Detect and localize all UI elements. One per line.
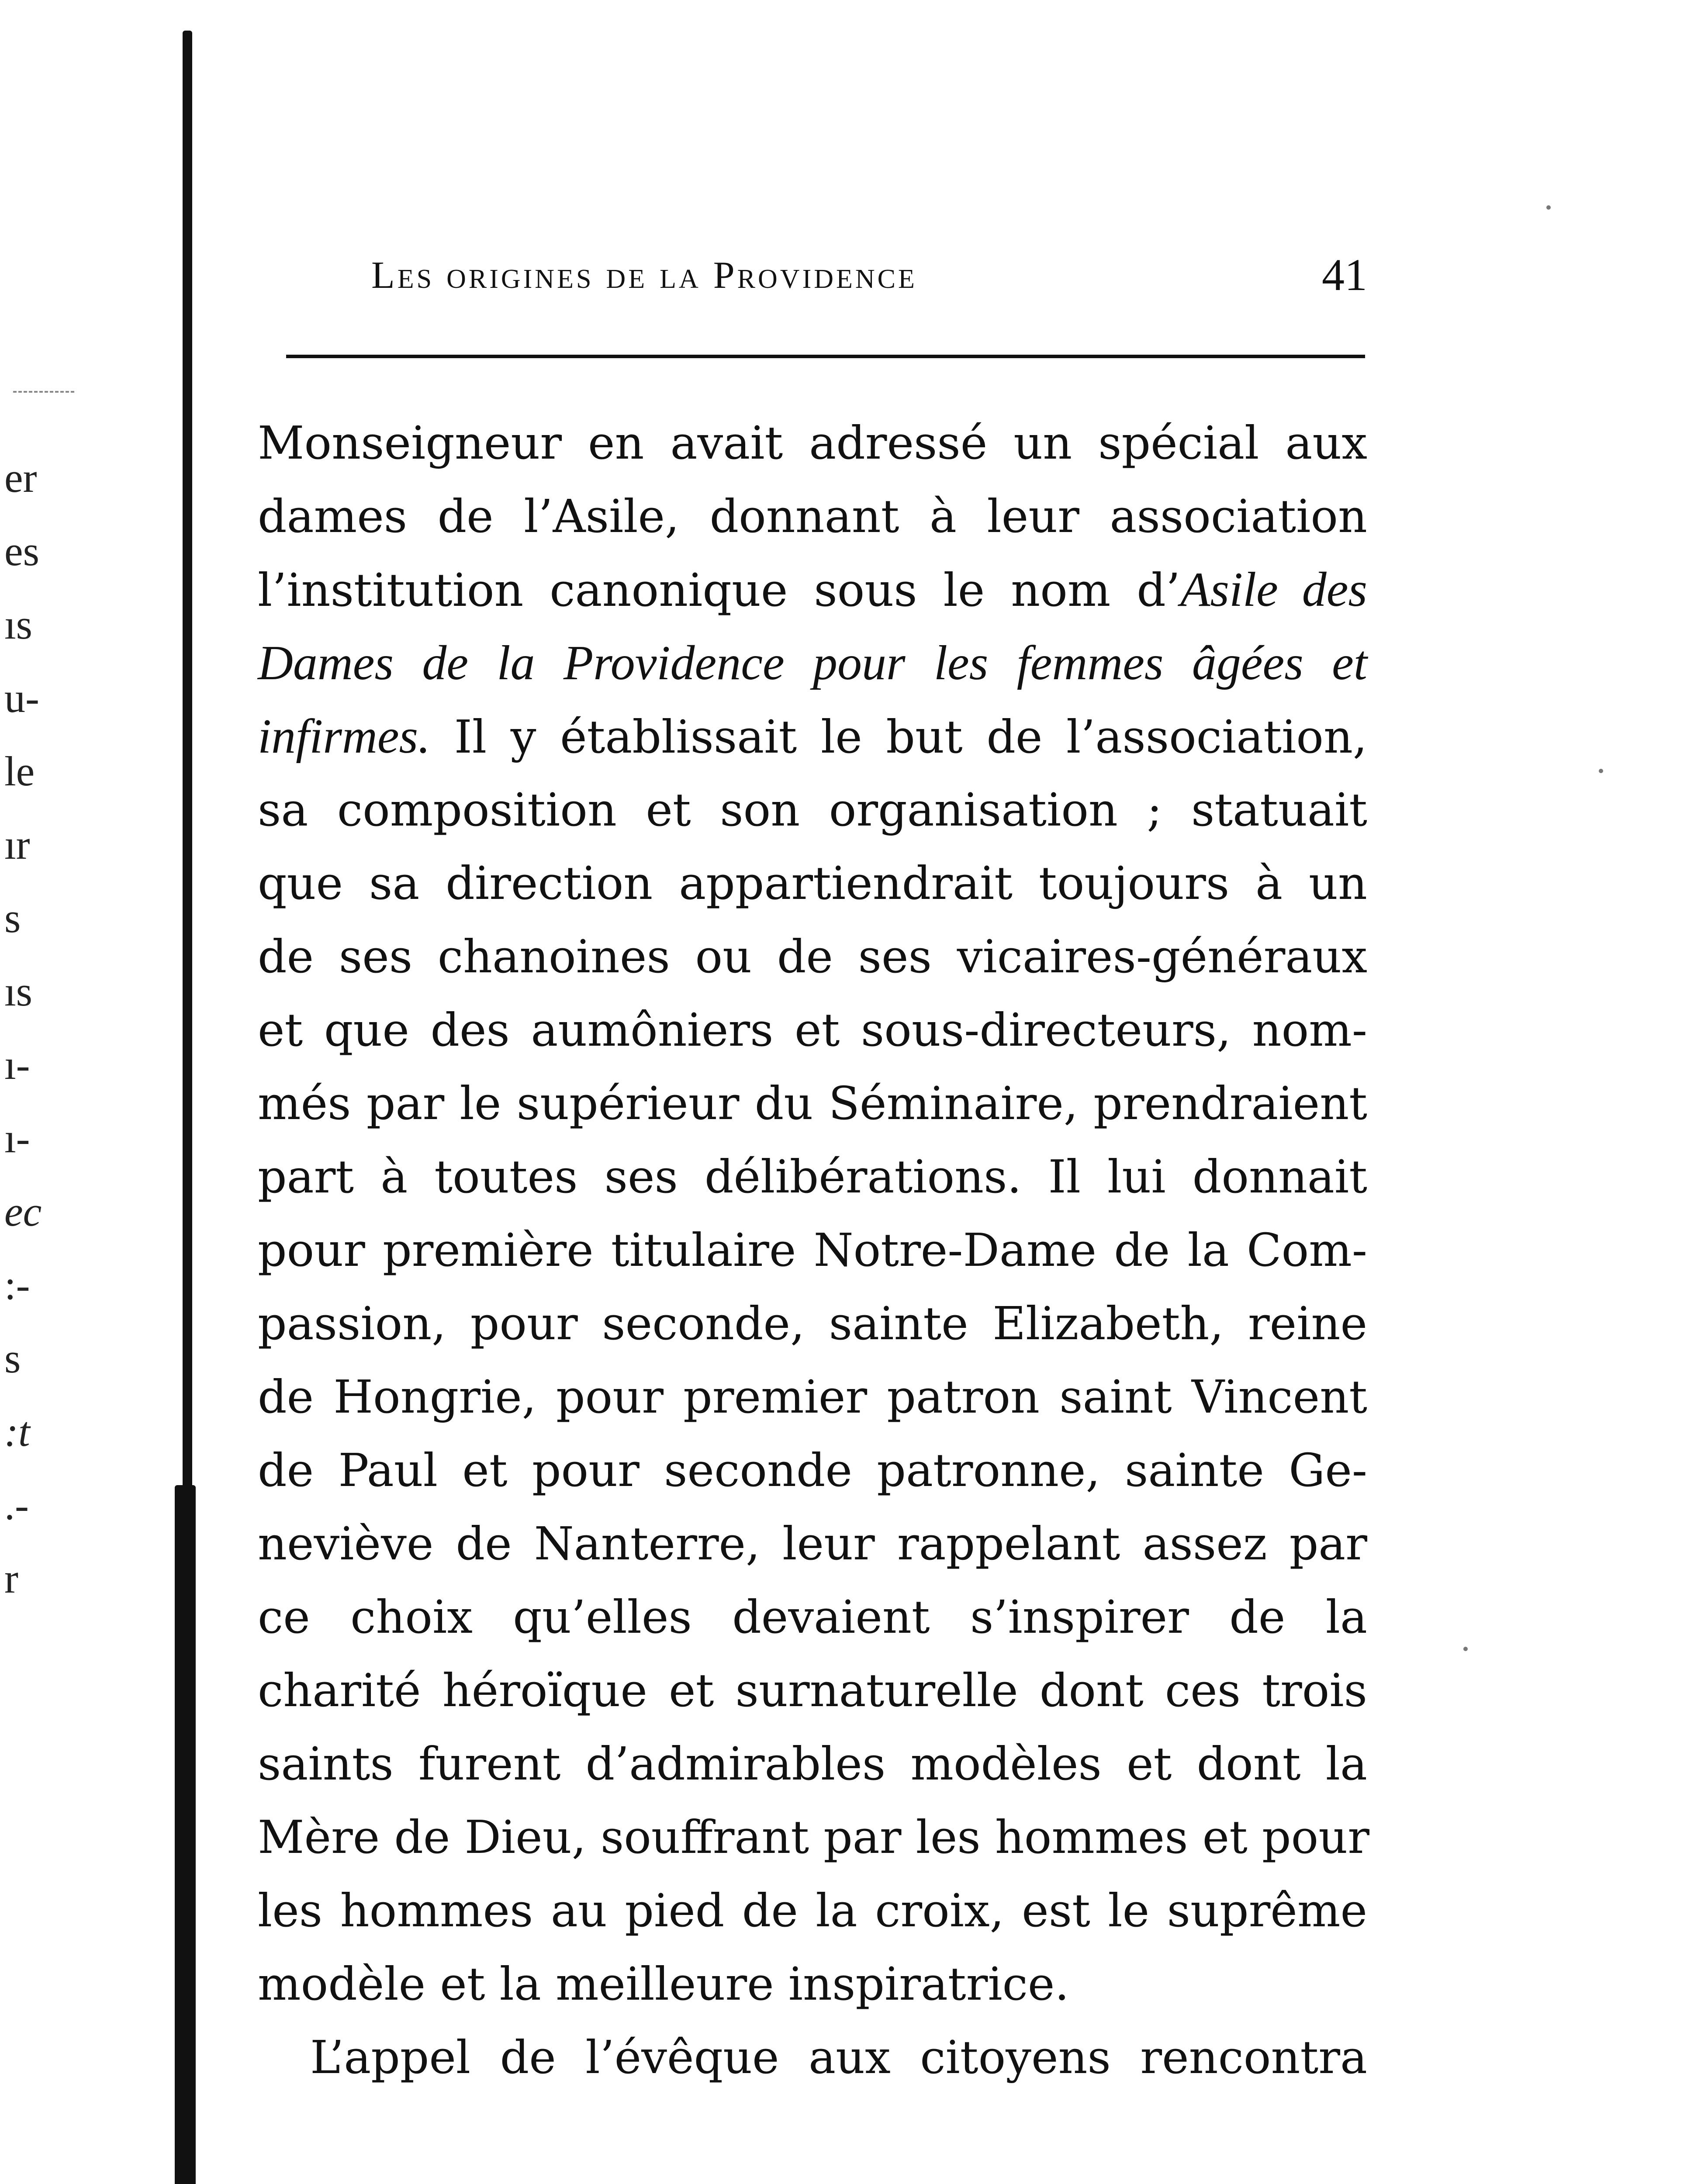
text-line <box>258 773 1367 847</box>
facing-page-fragment-line: er <box>4 454 37 501</box>
text-segment: Il y établissait le but de l’association, <box>430 710 1367 764</box>
text-segment: L’appel de l’évêque aux citoyens rencontra <box>310 2031 1367 2084</box>
text-segment: Mère de Dieu, souffrant par les hommes et pour <box>258 1811 1369 1864</box>
italic-text: Asile des <box>1180 563 1367 617</box>
text-segment: pour première titulaire Notre-Dame de la Com- <box>258 1223 1367 1277</box>
facing-page-fragment-line: ı- <box>4 1041 30 1088</box>
text-line <box>258 1434 1367 1507</box>
text-segment: charité héroïque et surnaturelle dont ces trois <box>258 1664 1367 1717</box>
text-segment: de Paul et pour seconde patronne, sainte Ge- <box>258 1444 1367 1497</box>
text-line <box>258 920 1367 993</box>
text-line <box>258 847 1367 920</box>
text-line <box>258 1067 1367 1140</box>
text-line <box>258 553 1367 626</box>
text-segment: l’institution canonique sous le nom d’ <box>258 563 1180 617</box>
italic-text: infirmes. <box>258 709 431 764</box>
text-line <box>258 1800 1367 1874</box>
text-line <box>258 1654 1367 1727</box>
text-line <box>258 406 1367 480</box>
text-line <box>258 1507 1367 1580</box>
text-line <box>258 1287 1367 1360</box>
text-line <box>258 993 1367 1067</box>
body-text <box>258 406 1367 2094</box>
text-segment: part à toutes ses délibérations. Il lui donnait <box>258 1150 1367 1203</box>
page-header <box>371 245 1367 306</box>
facing-page-fragment-line: s <box>4 895 21 941</box>
header-rule <box>286 355 1365 358</box>
facing-page-fragment-line: ec <box>4 1188 42 1235</box>
page-number: 41 <box>1322 250 1367 300</box>
text-line <box>258 2021 1367 2094</box>
gutter-shadow <box>175 1485 196 2184</box>
facing-page-fragment-line: ıs <box>4 601 33 648</box>
facing-page-fragment-line: u- <box>4 674 39 721</box>
running-head: Les origines de la Providence <box>371 254 917 297</box>
text-line <box>258 480 1367 553</box>
facing-page-fragment-line: le <box>4 748 35 795</box>
text-segment: dames de l’Asile, donnant à leur association <box>258 490 1367 543</box>
text-segment: ce choix qu’elles devaient s’inspirer de la <box>258 1590 1367 1644</box>
text-line <box>258 1140 1367 1213</box>
facing-page-fragment-line: r <box>4 1555 18 1602</box>
text-segment: més par le supérieur du Séminaire, prendraient <box>258 1077 1367 1130</box>
facing-page-fragment-line: ıs <box>4 968 33 1015</box>
italic-text: Dames de la Providence pour les femmes âgées et <box>258 636 1367 690</box>
text-line <box>258 1947 1367 2021</box>
text-segment: de ses chanoines ou de ses vicaires-généraux <box>258 930 1367 983</box>
text-segment: que sa direction appartiendrait toujours à un <box>258 857 1367 910</box>
facing-page-fragment-line: es <box>4 528 39 574</box>
text-line <box>258 1874 1367 1947</box>
facing-page-fragment <box>4 441 92 1615</box>
paper-speck <box>1599 769 1603 773</box>
text-segment: les hommes au pied de la croix, est le suprême <box>258 1884 1367 1937</box>
text-line <box>258 1580 1367 1654</box>
text-segment: et que des aumôniers et sous-directeurs, nom- <box>258 1003 1367 1057</box>
text-segment: sa composition et son organisation ; statuait <box>258 783 1367 836</box>
facing-page-dashes <box>13 391 74 393</box>
text-line <box>258 626 1367 700</box>
text-line <box>258 1360 1367 1434</box>
facing-page-fragment-line: ı- <box>4 1115 30 1161</box>
paper-speck <box>1546 205 1551 210</box>
facing-page-fragment-line: s <box>4 1335 21 1382</box>
text-segment: passion, pour seconde, sainte Elizabeth, reine <box>258 1297 1367 1350</box>
text-line <box>258 1213 1367 1287</box>
facing-page-fragment-line: ır <box>4 821 30 868</box>
text-segment: Monseigneur en avait adressé un spécial aux <box>258 416 1367 470</box>
text-segment: neviève de Nanterre, leur rappelant assez par <box>258 1517 1367 1570</box>
text-segment: saints furent d’admirables modèles et dont la <box>258 1737 1367 1790</box>
facing-page-fragment-line: :t <box>4 1408 30 1455</box>
text-segment: de Hongrie, pour premier patron saint Vincent <box>258 1370 1367 1424</box>
text-segment: modèle et la meilleure inspiratrice. <box>258 1957 1069 2011</box>
paper-speck <box>1463 1647 1468 1651</box>
facing-page-fragment-line: :- <box>4 1261 30 1308</box>
text-line <box>258 1727 1367 1800</box>
text-line <box>258 700 1367 773</box>
facing-page-fragment-line: .- <box>4 1482 29 1528</box>
